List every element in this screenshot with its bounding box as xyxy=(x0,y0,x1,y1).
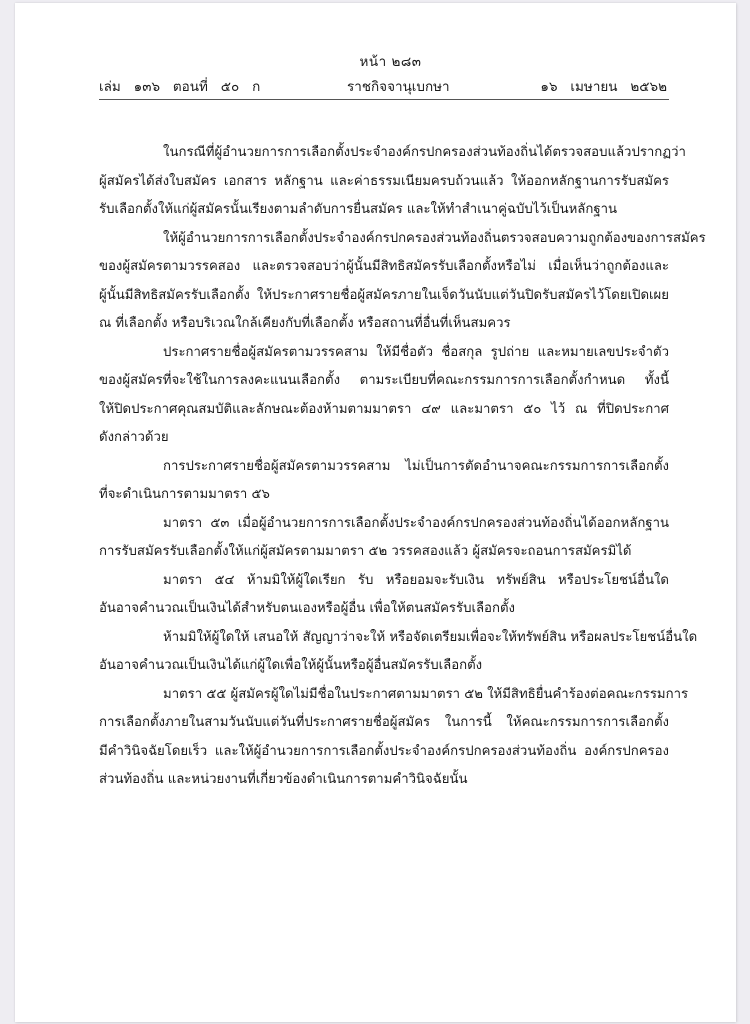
text-line: อันอาจคำนวณเป็นเงินได้แก่ผู้ใดเพื่อให้ผู้นั้นหรือผู้อื่นสมัครรับเลือกตั้ง xyxy=(99,658,483,673)
text-line: มีคำวินิจฉัยโดยเร็ว และให้ผู้อำนวยการการเลือกตั้งประจำองค์กรปกครองส่วนท้องถิ่น องค์กรปกครอง xyxy=(99,743,669,759)
text-line: ที่จะดำเนินการตามมาตรา ๕๖ xyxy=(99,487,270,502)
text-line: อันอาจคำนวณเป็นเงินได้สำหรับตนเองหรือผู้อื่น เพื่อให้ตนสมัครรับเลือกตั้ง xyxy=(99,601,515,616)
text-line: ให้ผู้อำนวยการการเลือกตั้งประจำองค์กรปกครองส่วนท้องถิ่นตรวจสอบความถูกต้องของการสมัคร xyxy=(163,230,706,246)
paragraph xyxy=(99,139,686,225)
text-line: ประกาศรายชื่อผู้สมัครตามวรรคสาม ให้มีชื่อตัว ชื่อสกุล รูปถ่าย และหมายเลขประจำตัว xyxy=(163,344,669,360)
paragraph xyxy=(99,624,698,681)
volume-issue: เล่ม ๑๓๖ ตอนที่ ๕๐ ก xyxy=(99,79,261,95)
text-line: ส่วนท้องถิ่น และหน่วยงานที่เกี่ยวข้องดำเนินการตามคำวินิจฉัยนั้น xyxy=(99,772,468,787)
text-line: ผู้สมัครได้ส่งใบสมัคร เอกสาร หลักฐาน และค่าธรรมเนียมครบถ้วนแล้ว ให้ออกหลักฐานการรับสมัคร xyxy=(99,173,669,189)
paragraph xyxy=(99,225,706,339)
text-line: รับเลือกตั้งให้แก่ผู้สมัครนั้นเรียงตามลำดับการยื่นสมัคร และให้ทำสำเนาคู่ฉบับไว้เป็นหลักฐาน xyxy=(99,202,618,217)
text-line: มาตรา ๕๕ ผู้สมัครผู้ใดไม่มีชื่อในประกาศตามมาตรา ๕๒ ให้มีสิทธิยื่นคำร้องต่อคณะกรรมการ xyxy=(163,686,689,702)
document-page xyxy=(15,3,736,1022)
section-53 xyxy=(99,510,669,567)
text-line: ห้ามมิให้ผู้ใดให้ เสนอให้ สัญญาว่าจะให้ หรือจัดเตรียมเพื่อจะให้ทรัพย์สิน หรือผลประโยชน์อื่นใด xyxy=(163,629,698,645)
text-line: การเลือกตั้งภายในสามวันนับแต่วันที่ประกาศรายชื่อผู้สมัคร ในการนี้ ให้คณะกรรมการการเลือกตั้ง xyxy=(99,715,669,730)
text-line: การรับสมัครรับเลือกตั้งให้แก่ผู้สมัครตามมาตรา ๕๒ วรรคสองแล้ว ผู้สมัครจะถอนการสมัครมิได้ xyxy=(99,544,632,559)
paragraph xyxy=(99,453,669,510)
paragraph xyxy=(99,339,669,453)
publication-date: ๑๖ เมษายน ๒๕๖๒ xyxy=(540,79,667,95)
text-line: ผู้นั้นมีสิทธิสมัครรับเลือกตั้ง ให้ประกาศรายชื่อผู้สมัครภายในเจ็ดวันนับแต่วันปิดรับสมัครไว้โดยเปิดเผย xyxy=(99,287,669,303)
document-body xyxy=(99,139,706,795)
text-line: ของผู้สมัครที่จะใช้ในการลงคะแนนเลือกตั้ง ตามระเบียบที่คณะกรรมการการเลือกตั้งกำหนด ทั้งนี้ xyxy=(99,373,669,388)
page-number: หน้า ๒๘๓ xyxy=(359,54,422,70)
text-line: ให้ปิดประกาศคุณสมบัติและลักษณะต้องห้ามตามมาตรา ๔๙ และมาตรา ๕๐ ไว้ ณ ที่ปิดประกาศ xyxy=(99,401,669,417)
text-line: มาตรา ๕๔ ห้ามมิให้ผู้ใดเรียก รับ หรือยอมจะรับเงิน ทรัพย์สิน หรือประโยชน์อื่นใด xyxy=(163,572,669,588)
text-line: การประกาศรายชื่อผู้สมัครตามวรรคสาม ไม่เป็นการตัดอำนาจคณะกรรมการการเลือกตั้ง xyxy=(163,458,669,474)
text-line: ดังกล่าวด้วย xyxy=(99,430,169,445)
publication-title: ราชกิจจานุเบกษา xyxy=(347,79,450,95)
section-55 xyxy=(99,681,689,795)
section-54 xyxy=(99,567,669,624)
text-line: ในกรณีที่ผู้อำนวยการการเลือกตั้งประจำองค์กรปกครองส่วนท้องถิ่นได้ตรวจสอบแล้วปรากฏว่า xyxy=(163,145,686,160)
text-line: ของผู้สมัครตามวรรคสอง และตรวจสอบว่าผู้นั้นมีสิทธิสมัครรับเลือกตั้งหรือไม่ เมื่อเห็นว่าถูกต้องและ xyxy=(99,259,669,274)
text-line: ณ ที่เลือกตั้ง หรือบริเวณใกล้เคียงกับที่เลือกตั้ง หรือสถานที่อื่นที่เห็นสมควร xyxy=(99,316,511,331)
text-line: มาตรา ๕๓ เมื่อผู้อำนวยการการเลือกตั้งประจำองค์กรปกครองส่วนท้องถิ่นได้ออกหลักฐาน xyxy=(163,515,669,531)
gazette-header xyxy=(99,73,669,100)
